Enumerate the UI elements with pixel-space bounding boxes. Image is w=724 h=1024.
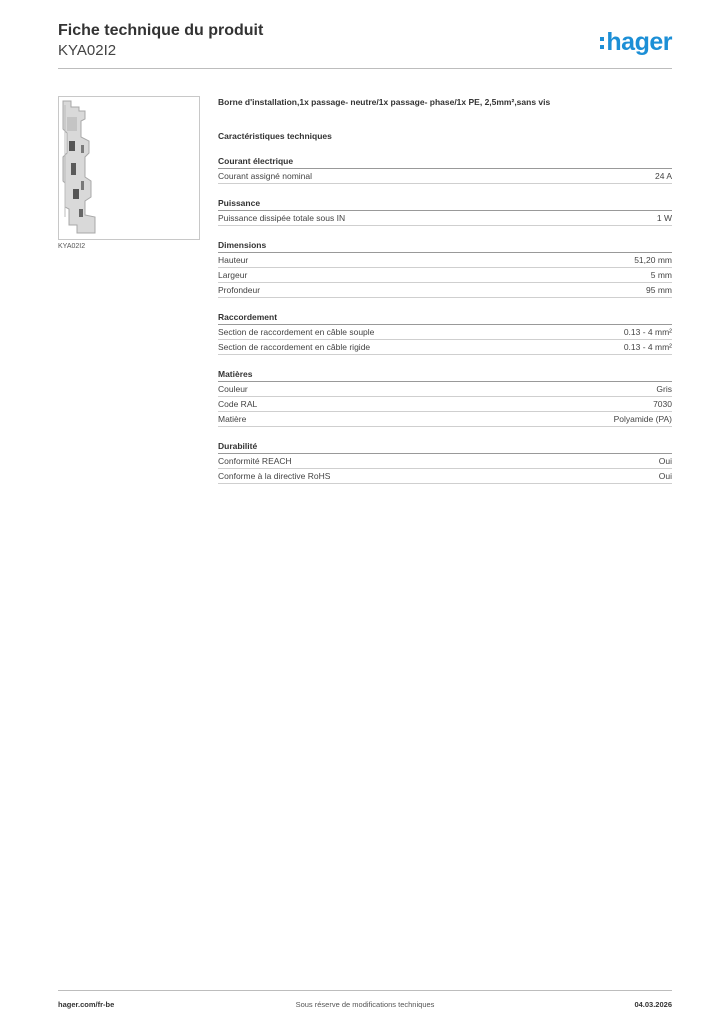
spec-label: Section de raccordement en câble rigide	[218, 342, 371, 352]
spec-label: Profondeur	[218, 285, 261, 295]
page-title: Fiche technique du produit	[58, 22, 264, 39]
spec-row	[218, 325, 672, 340]
logo-text: hager	[606, 28, 672, 56]
spec-value: Polyamide (PA)	[613, 414, 672, 424]
spec-label: Matière	[218, 414, 247, 424]
section-title: Puissance	[218, 197, 672, 211]
page-footer	[58, 996, 672, 1010]
specs-heading: Caractéristiques techniques	[218, 131, 332, 141]
spec-section	[218, 197, 672, 226]
product-reference: KYA02I2	[58, 42, 117, 59]
logo-dots-icon	[600, 37, 604, 49]
hager-logo	[600, 28, 672, 57]
spec-label: Section de raccordement en câble souple	[218, 327, 375, 337]
spec-section	[218, 368, 672, 427]
spec-value: 7030	[653, 399, 672, 409]
spec-value: 0.13 - 4 mm²	[623, 327, 672, 337]
spec-row	[218, 211, 672, 226]
spec-row	[218, 382, 672, 397]
spec-label: Couleur	[218, 384, 248, 394]
section-title: Courant électrique	[218, 155, 672, 169]
spec-section	[218, 440, 672, 484]
terminal-block-product-photo-icon	[59, 97, 199, 239]
spec-value: 95 mm	[646, 285, 672, 295]
spec-label: Puissance dissipée totale sous IN	[218, 213, 346, 223]
spec-section	[218, 239, 672, 298]
spec-value: 51,20 mm	[634, 255, 672, 265]
spec-label: Conformité REACH	[218, 456, 292, 466]
spec-value: 1 W	[656, 213, 672, 223]
footer-date: 04.03.2026	[634, 1000, 672, 1009]
spec-content	[218, 95, 672, 484]
spec-value: 24 A	[654, 171, 672, 181]
spec-value: 0.13 - 4 mm²	[623, 342, 672, 352]
spec-label: Hauteur	[218, 255, 249, 265]
product-image-caption: KYA02I2	[58, 243, 86, 250]
spec-section	[218, 311, 672, 355]
spec-label: Largeur	[218, 270, 248, 280]
spec-row	[218, 397, 672, 412]
spec-row	[218, 253, 672, 268]
header-divider	[58, 68, 672, 69]
spec-label: Code RAL	[218, 399, 258, 409]
spec-section	[218, 155, 672, 184]
spec-value: Oui	[658, 456, 672, 466]
spec-row	[218, 340, 672, 355]
product-image-frame	[58, 96, 200, 240]
spec-row	[218, 283, 672, 298]
spec-row	[218, 454, 672, 469]
section-title: Raccordement	[218, 311, 672, 325]
section-title: Dimensions	[218, 239, 672, 253]
spec-value: Gris	[656, 384, 672, 394]
footer-notice: Sous réserve de modifications techniques	[295, 1000, 435, 1009]
spec-value: Oui	[658, 471, 672, 481]
spec-label: Courant assigné nominal	[218, 171, 313, 181]
spec-row	[218, 268, 672, 283]
spec-value: 5 mm	[650, 270, 672, 280]
spec-row	[218, 469, 672, 484]
spec-row	[218, 169, 672, 184]
spec-row	[218, 412, 672, 427]
section-title: Durabilité	[218, 440, 672, 454]
section-title: Matières	[218, 368, 672, 382]
page-header	[58, 20, 672, 70]
footer-divider	[58, 990, 672, 991]
product-description: Borne d'installation,1x passage- neutre/1x passage- phase/1x PE, 2,5mm²,sans vis	[218, 97, 551, 107]
footer-website-link[interactable]: hager.com/fr-be	[58, 1000, 115, 1009]
spec-label: Conforme à la directive RoHS	[218, 471, 331, 481]
